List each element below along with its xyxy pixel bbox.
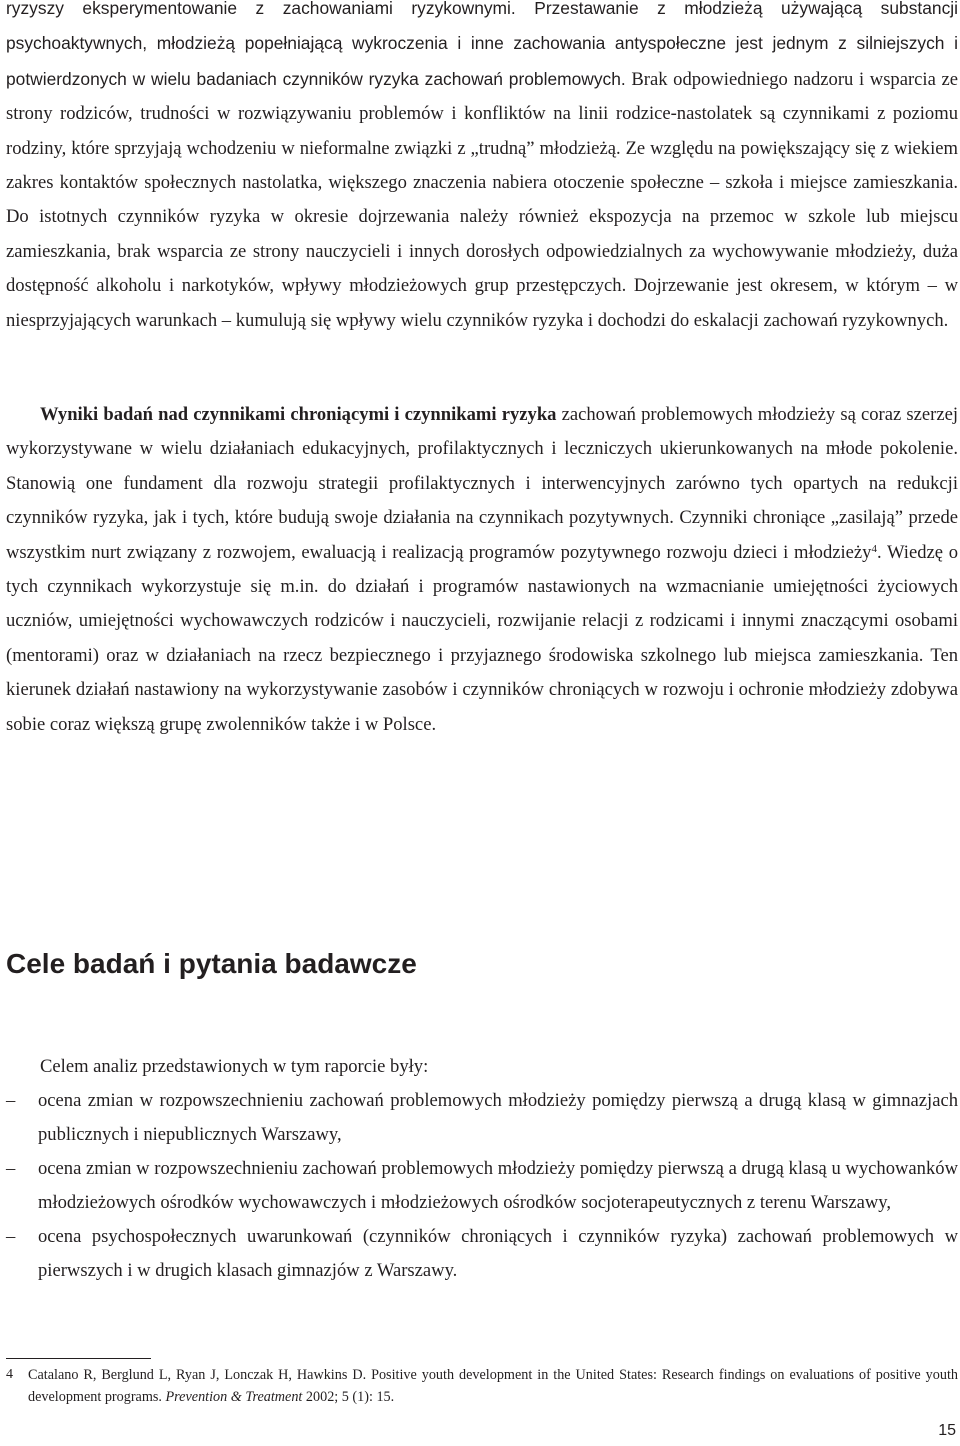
footnote-divider [6, 1358, 151, 1359]
list-item [6, 1084, 958, 1152]
dash-bullet-icon: – [6, 1158, 16, 1179]
paragraph-1-opening-sentence: ryzyszy eksperymentowanie z zachowaniami ryzykownymi. [6, 0, 516, 18]
footnote [6, 1364, 958, 1408]
section-heading: Cele badań i pytania badawcze [6, 948, 417, 979]
footnote-number: 4 [6, 1367, 13, 1382]
list-item [6, 1220, 958, 1288]
section-intro: Celem analiz przedstawionych w tym raporcie były: [40, 1056, 429, 1077]
paragraph-2-text-a: zachowań problemowych młodzieży są coraz szerzej wykorzystywane w wielu działaniach edukacyjnych, profilaktycznych i leczniczych ukierunkowanych na młode pokolenie. Stanowią one fundament dla rozwoju strategii profilaktycznych i interwencyjnych zarówno tych opartych na redukcji czynników ryzyka, jak i tych, które budują swoje działania na czynnikach pozytywnych. Czynniki chroniące „zasilają” przede wszystkim nurt związany z rozwojem, ewaluacją i realizacją programów pozytywnego rozwoju dzieci i młodzieży [6, 404, 958, 563]
list-item-text: ocena psychospołecznych uwarunkowań (czynników chroniących i czynników ryzyka) zachowań problemowych w pierwszych i w drugich klasach gimnazjów z Warszawy. [38, 1226, 958, 1281]
list-item [6, 1152, 958, 1220]
list-item-text: ocena zmian w rozpowszechnieniu zachowań problemowych młodzieży pomiędzy pierwszą a drugą klasą u wychowanków młodzieżowych ośrodków wychowawczych i młodzieżowych ośrodków socjoterapeutycznych z terenu Warszawy, [38, 1158, 958, 1213]
footnote-reference[interactable]: 4 [871, 542, 877, 555]
footnote-citation: Catalano R, Berglund L, Ryan J, Lonczak H, Hawkins D. Positive youth development in the United States: Research findings on evaluations of positive youth development programs. [28, 1367, 958, 1405]
paragraph-1-rest: Brak odpowiedniego nadzoru i wsparcia ze strony rodziców, trudności w rozwiązywaniu problemów i konfliktów na linii rodzice-nastolatek są czynnikami z poziomu rodziny, które sprzyjają wchodzeniu w nieformalne związki z „trudną” młodzieżą. Ze względu na powiększający się z wiekiem zakres kontaktów społecznych nastolatka, większego znaczenia nabiera otoczenie społeczne – szkoła i miejsce zamieszkania. Do istotnych czynników ryzyka w okresie dojrzewania należy również ekspozycja na przemoc w szkole lub miejscu zamieszkania, brak wsparcia ze strony nauczycieli i innych dorosłych odpowiedzialnych za wychowywanie młodzieży, duża dostępność alkoholu i narkotyków, wpływy młodzieżowych grup przestępczych. Dojrzewanie jest okresem, w którym – w niesprzyjających warunkach – kumulują się wpływy wielu czynników ryzyka i dochodzi do eskalacji zachowań ryzykownych. [6, 68, 958, 331]
objectives-list [6, 1084, 958, 1288]
paragraph-2-bold-lead: Wyniki badań nad czynnikami chroniącymi i czynnikami ryzyka [40, 404, 557, 425]
paragraph-2-text-b: . Wiedzę o tych czynnikach wykorzystuje się m.in. do działań i programów nastawionych na wzmacnianie umiejętności życiowych uczniów, umiejętności wychowawczych rodziców i nauczycieli, rozwijanie relacji z rodzicami i innymi znaczącymi osobami (mentorami) oraz w działaniach na rzecz bezpiecznego i przyjaznego środowiska szkolnego lub miejsca zamieszkania. Ten kierunek działań nastawiony na wykorzystywanie zasobów i czynników chroniących w rozwoju i ochronie młodzieży zdobywa sobie coraz większą grupę zwolenników także i w Polsce. [6, 541, 958, 735]
body-paragraph-1 [6, 0, 958, 338]
paragraph-1-sentence-2: Przestawanie z młodzieżą używającą substancji psychoaktywnych, młodzieżą popełniającą wykroczenia i inne zachowania antyspołeczne jest jednym z silniejszych i potwierdzonych w wielu badaniach czynników ryzyka zachowań problemowych. [6, 0, 958, 89]
list-item-text: ocena zmian w rozpowszechnieniu zachowań problemowych młodzieży pomiędzy pierwszą a drugą klasą w gimnazjach publicznych i niepublicznych Warszawy, [38, 1090, 958, 1145]
footnote-citation-end: 2002; 5 (1): 15. [302, 1389, 395, 1405]
dash-bullet-icon: – [6, 1090, 16, 1111]
body-paragraph-2 [6, 398, 958, 742]
page-number: 15 [938, 1422, 956, 1439]
footnote-journal: Prevention & Treatment [165, 1389, 303, 1405]
footnote-text [6, 1364, 958, 1408]
dash-bullet-icon: – [6, 1226, 16, 1247]
